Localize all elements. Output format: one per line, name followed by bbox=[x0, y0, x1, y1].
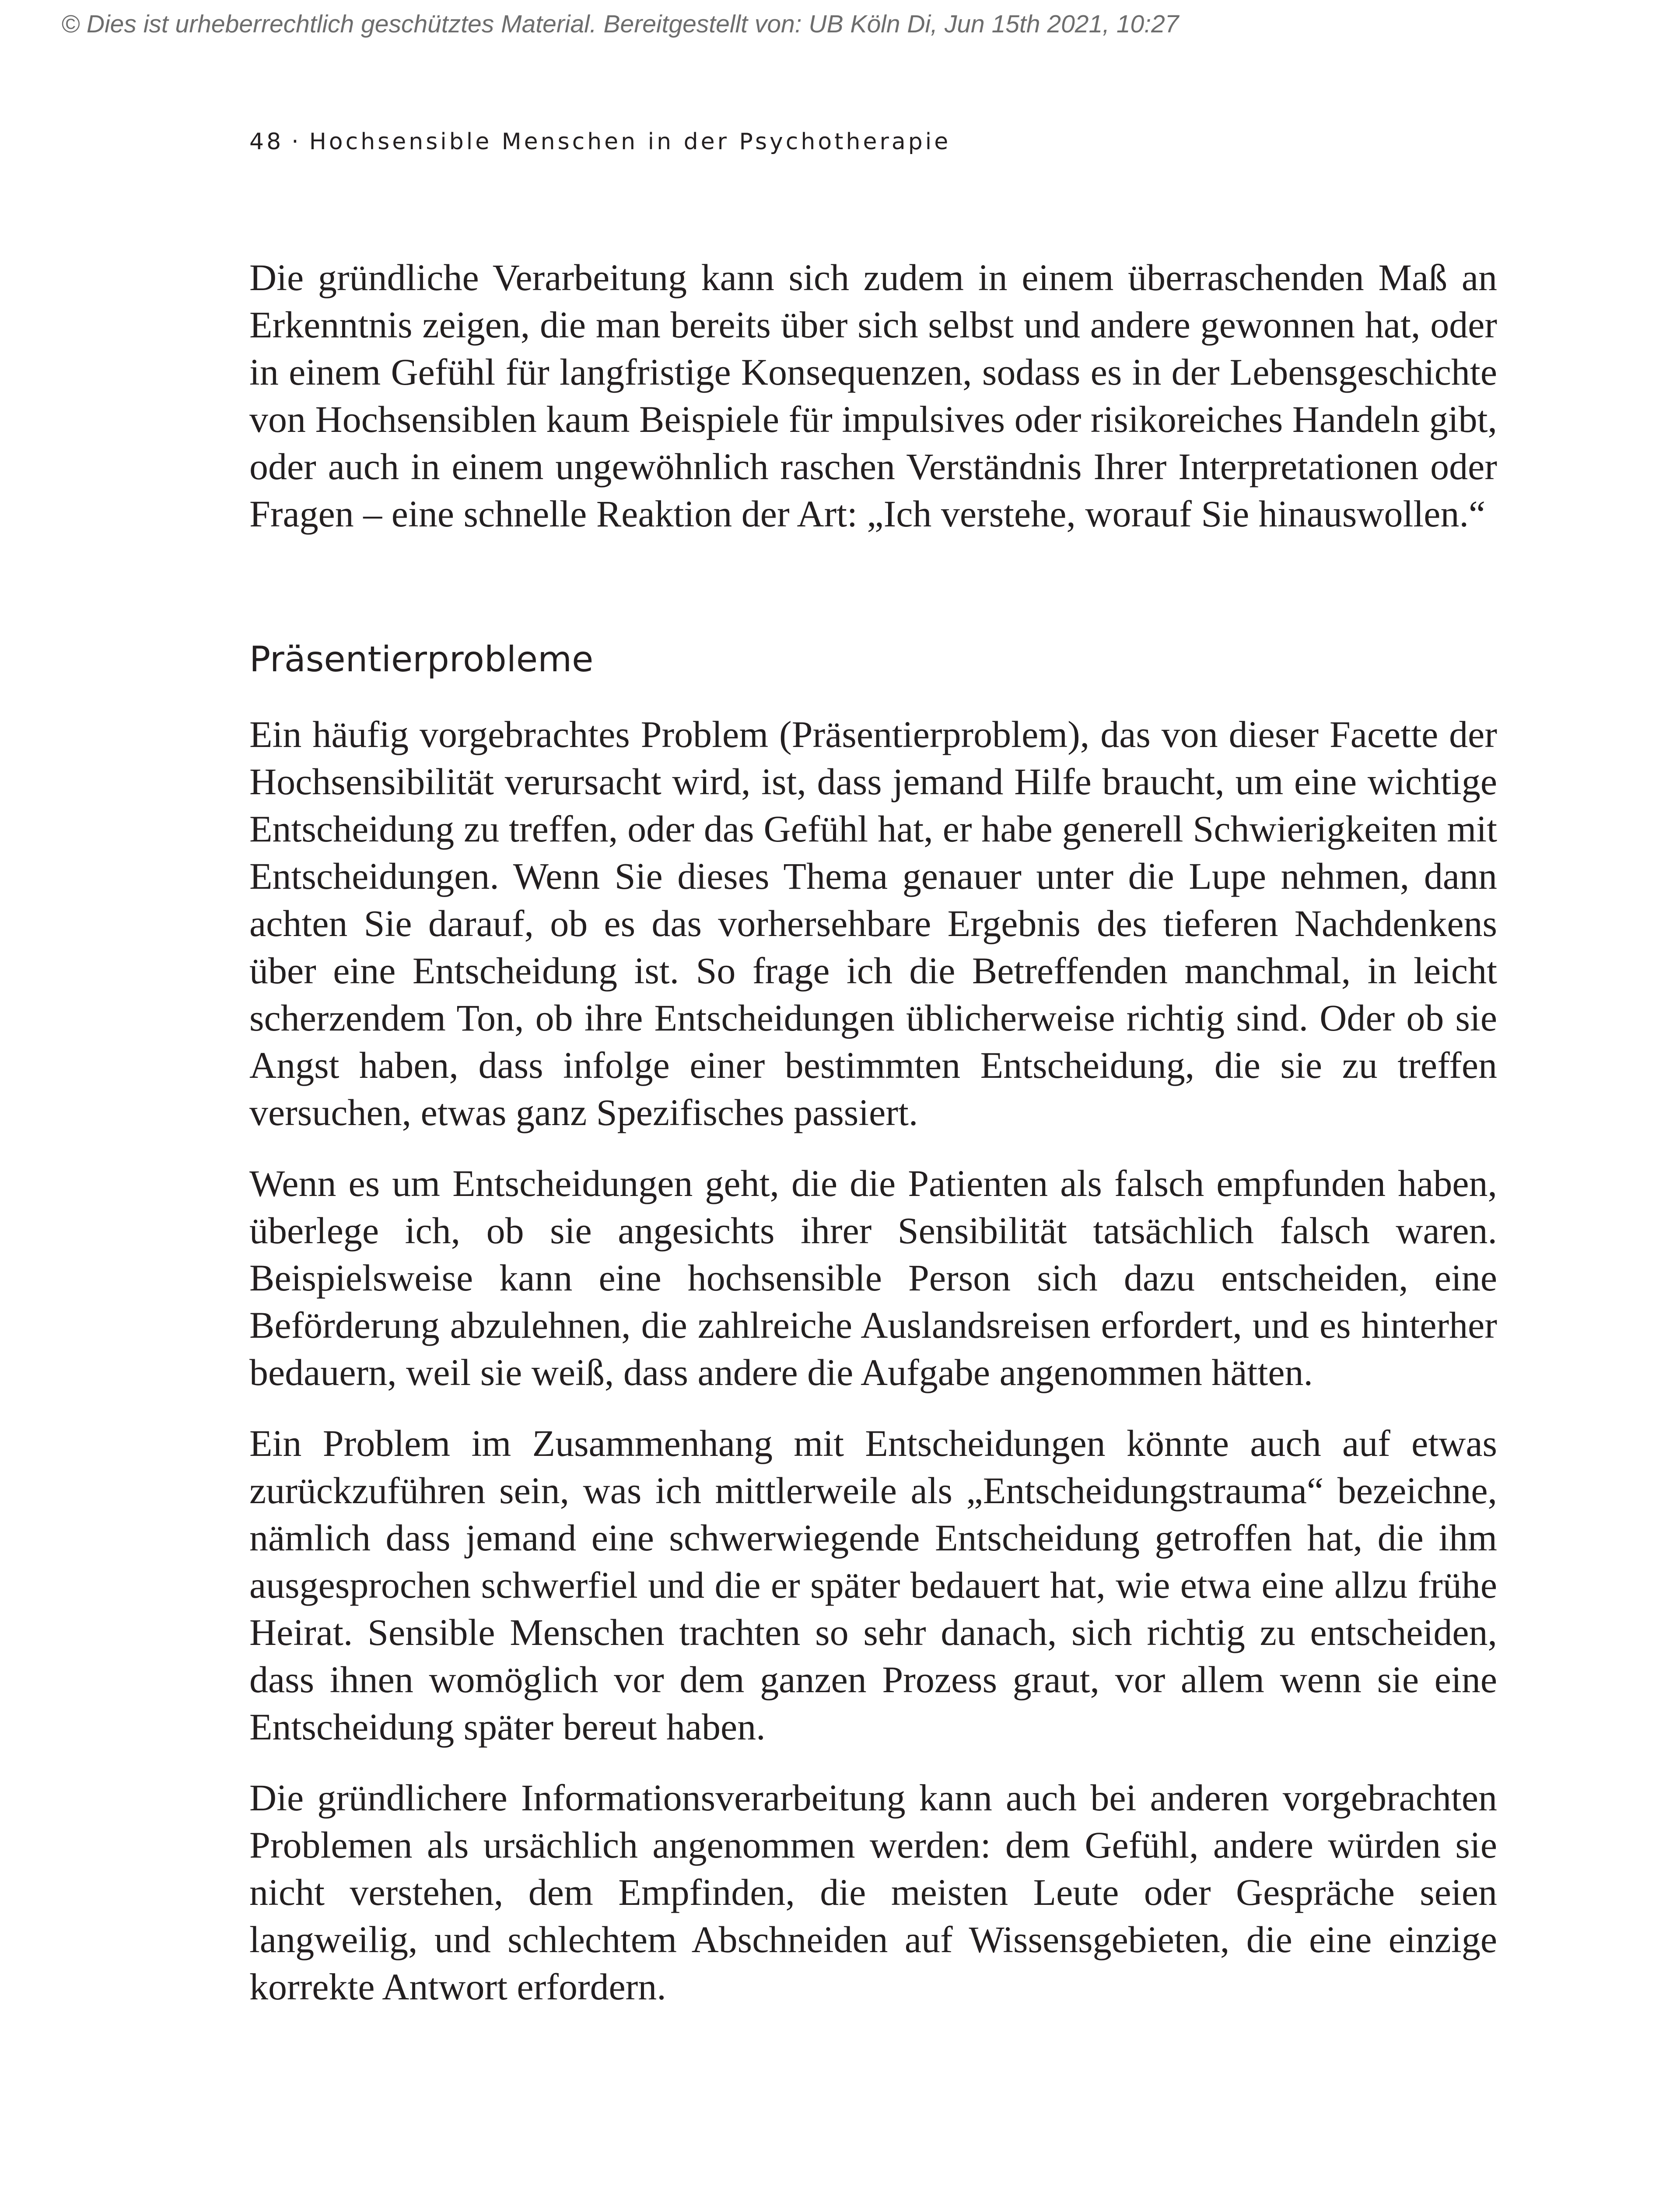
book-title: Hochsensible Menschen in der Psychotherapie bbox=[309, 129, 951, 155]
section-body bbox=[249, 711, 1497, 2010]
body-paragraph-4: Die gründlichere Informationsverarbeitung kann auch bei anderen vorgebrachten Problemen als ursächlich angenommen werden: dem Gefühl, andere würden sie nicht verstehen, dem Empfinden, die meisten Leute oder Gespräche seien langweilig, und schlechtem Abschneiden auf Wissensgebieten, die eine einzige korrekte Antwort erfordern. bbox=[249, 1777, 1497, 2008]
section-heading: Präsentierprobleme bbox=[249, 639, 594, 680]
body-paragraph-3: Ein Problem im Zusammenhang mit Entscheidungen könnte auch auf etwas zurückzuführen sein, was ich mittlerweile als „Entscheidungstrauma“ bezeichne, nämlich dass jemand eine schwerwiegende Entscheidung getroffen hat, die ihm ausgesprochen schwerfiel und die er später bedauert hat, wie etwa eine allzu frühe Heirat. Sensible Menschen trachten so sehr danach, sich richtig zu entscheiden, dass ihnen womöglich vor dem ganzen Prozess graut, vor allem wenn sie eine Entscheidung später bereut haben. bbox=[249, 1422, 1497, 1748]
intro-text bbox=[249, 254, 1497, 537]
body-paragraph-1: Ein häufig vorgebrachtes Problem (Präsentierproblem), das von dieser Facette der Hochsensibilität verursacht wird, ist, dass jemand Hilfe braucht, um eine wichtige Entscheidung zu treffen, oder das Gefühl hat, er habe generell Schwierigkeiten mit Entscheidungen. Wenn Sie dieses Thema genauer unter die Lupe nehmen, dann achten Sie darauf, ob es das vorhersehbare Ergebnis des tieferen Nachdenkens über eine Entscheidung ist. So frage ich die Betreffenden manchmal, in leicht scherzendem Ton, ob ihre Entscheidungen üblicherweise richtig sind. Oder ob sie Angst haben, dass infolge einer bestimmten Entscheidung, die sie zu treffen versuchen, etwas ganz Spezifisches passiert. bbox=[249, 713, 1497, 1133]
body-paragraph-2: Wenn es um Entscheidungen geht, die die Patienten als falsch empfunden haben, überlege ich, ob sie angesichts ihrer Sensibilität tatsächlich falsch waren. Beispielsweise kann eine hochsensible Person sich dazu entscheiden, eine Beförderung abzulehnen, die zahlreiche Auslandsreisen erfordert, und es hinterher bedauern, weil sie weiß, dass andere die Aufgabe angenommen hätten. bbox=[249, 1162, 1497, 1393]
page-number: 48 bbox=[249, 129, 284, 155]
intro-paragraph: Die gründliche Verarbeitung kann sich zudem in einem überraschenden Maß an Erkenntnis zeigen, die man bereits über sich selbst und andere gewonnen hat, oder in einem Gefühl für langfristige Konsequenzen, sodass es in der Lebensgeschichte von Hochsensiblen kaum Beispiele für impulsives oder risikoreiches Handeln gibt, oder auch in einem ungewöhnlich raschen Verständnis Ihrer Interpretationen oder Fragen – eine schnelle Reaktion der Art: „Ich verstehe, worauf Sie hinauswollen.“ bbox=[249, 256, 1497, 535]
header-separator: · bbox=[291, 129, 301, 155]
running-header bbox=[249, 129, 951, 155]
copyright-notice: © Dies ist urheberrechtlich geschütztes Material. Bereitgestellt von: UB Köln Di, Jun 15th 2021, 10:27 bbox=[61, 10, 1179, 38]
